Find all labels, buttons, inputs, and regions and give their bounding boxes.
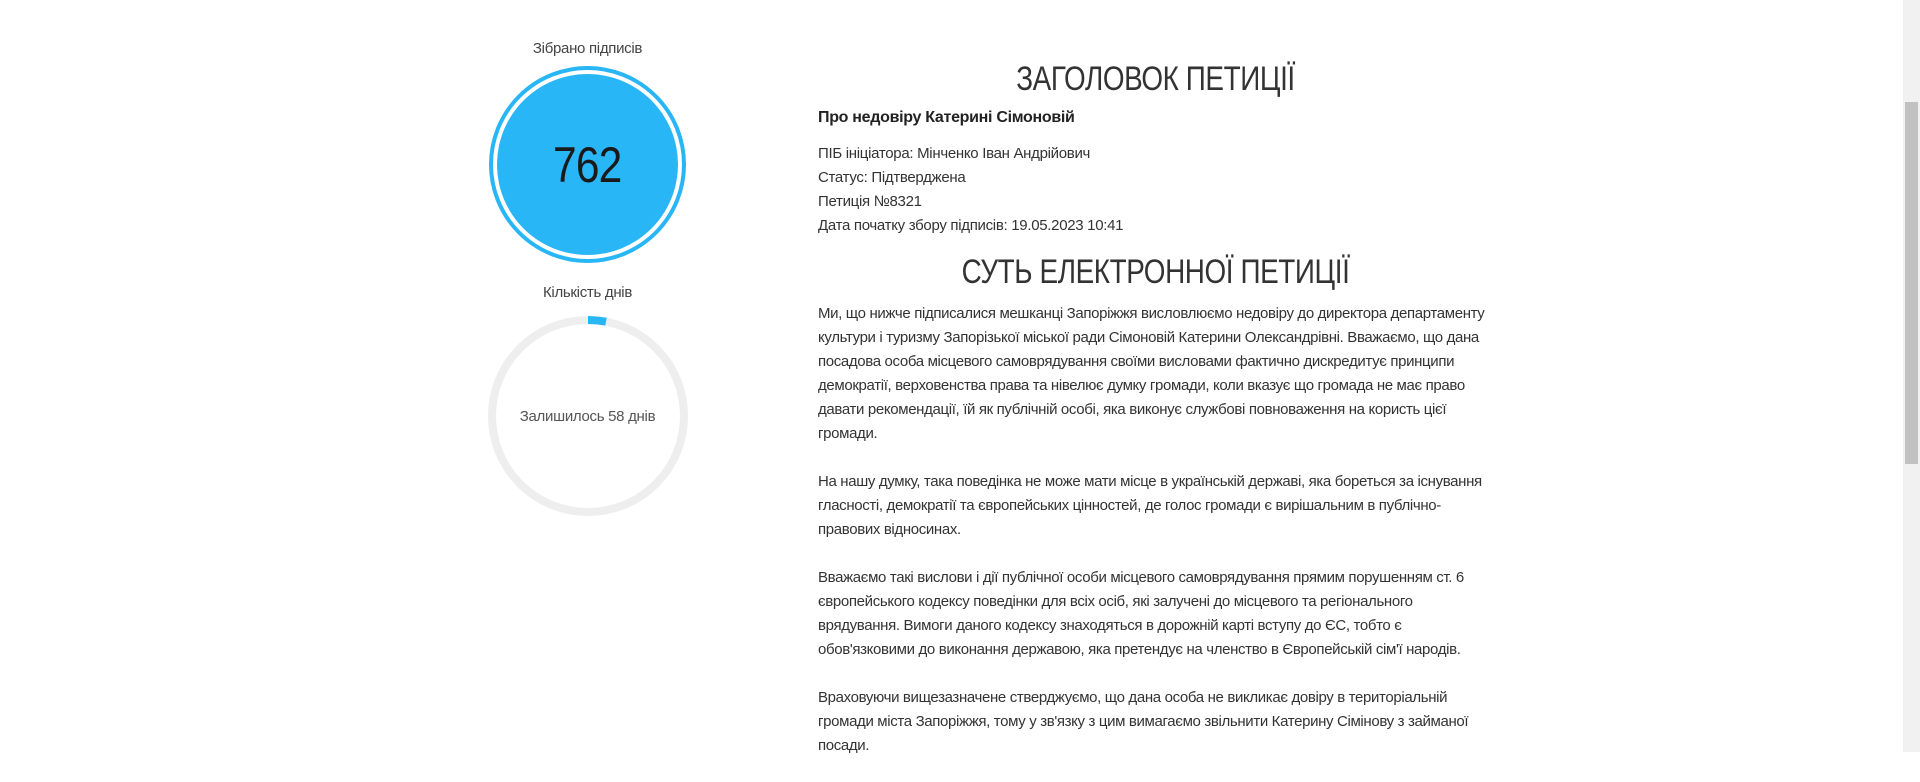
page-scrollbar[interactable] [1903, 0, 1920, 752]
petition-body [818, 302, 1493, 758]
petition-body-heading: СУТЬ ЕЛЕКТРОННОЇ ПЕТИЦІЇ [961, 253, 1350, 291]
petition-paragraph: Вважаємо такі вислови і дії публічної особи місцевого самоврядування прямим порушенням ст. 6 європейського кодексу поведінки для всіх осіб, які залучені до місцевого та регіонального врядування. Вимоги даного кодексу знаходяться в дорожній карті вступу до ЄС, тобто є обов'язковими до виконання державою, яка претендує на членство в Європейській сім'ї народів. [818, 569, 1464, 658]
petition-number: Петиція №8321 [818, 193, 922, 210]
petition-title: Про недовіру Катерині Сімоновій [818, 109, 1075, 126]
days-remaining-text: Залишилось 58 днів [519, 407, 656, 425]
petition-paragraph: Враховуючи вищезазначене стверджуємо, що дана особа не викликає довіру в територіальній громади міста Запоріжжя, тому у зв'язку з цим вимагаємо звільнити Катерину Сімінову з займаної посади. [818, 689, 1469, 754]
petition-meta [818, 142, 1493, 238]
petition-paragraph: Ми, що нижче підписалися мешканці Запоріжжя висловлюємо недовіру до директора департаменту культури і туризму Запорізької міської ради Сімоновій Катерини Олександрівні. Вважаємо, що дана посадова особа місцевого самоврядування своїми висловами фактично дискредитує принципи демократії, верховенства права та нівелює думку громади, коли вказує що громада не має право давати рекомендації, їй як публічній особі, яка виконує службові повноваження на користь цієї громади. [818, 305, 1485, 442]
signatures-circle [489, 66, 686, 263]
petition-stats [485, 40, 690, 518]
days-progress-ring [486, 314, 690, 518]
scrollbar-thumb[interactable] [1905, 102, 1918, 464]
signatures-label: Зібрано підписів [532, 40, 643, 57]
collection-start-date: Дата початку збору підписів: 19.05.2023 10:41 [818, 217, 1124, 234]
signatures-count: 762 [553, 136, 622, 193]
petition-paragraph: На нашу думку, така поведінка не може мати місце в українській державі, яка бореться за існування гласності, демократії та європейських цінностей, де голос громади є вирішальним в публічно-правових відносинах. [818, 473, 1482, 538]
petition-status: Статус: Підтверджена [818, 169, 966, 186]
petition-heading: ЗАГОЛОВОК ПЕТИЦІЇ [1016, 60, 1295, 98]
days-label: Кількість днів [542, 284, 633, 301]
initiator-name: ПІБ ініціатора: Мінченко Іван Андрійович [818, 145, 1091, 162]
petition-content [818, 60, 1493, 782]
